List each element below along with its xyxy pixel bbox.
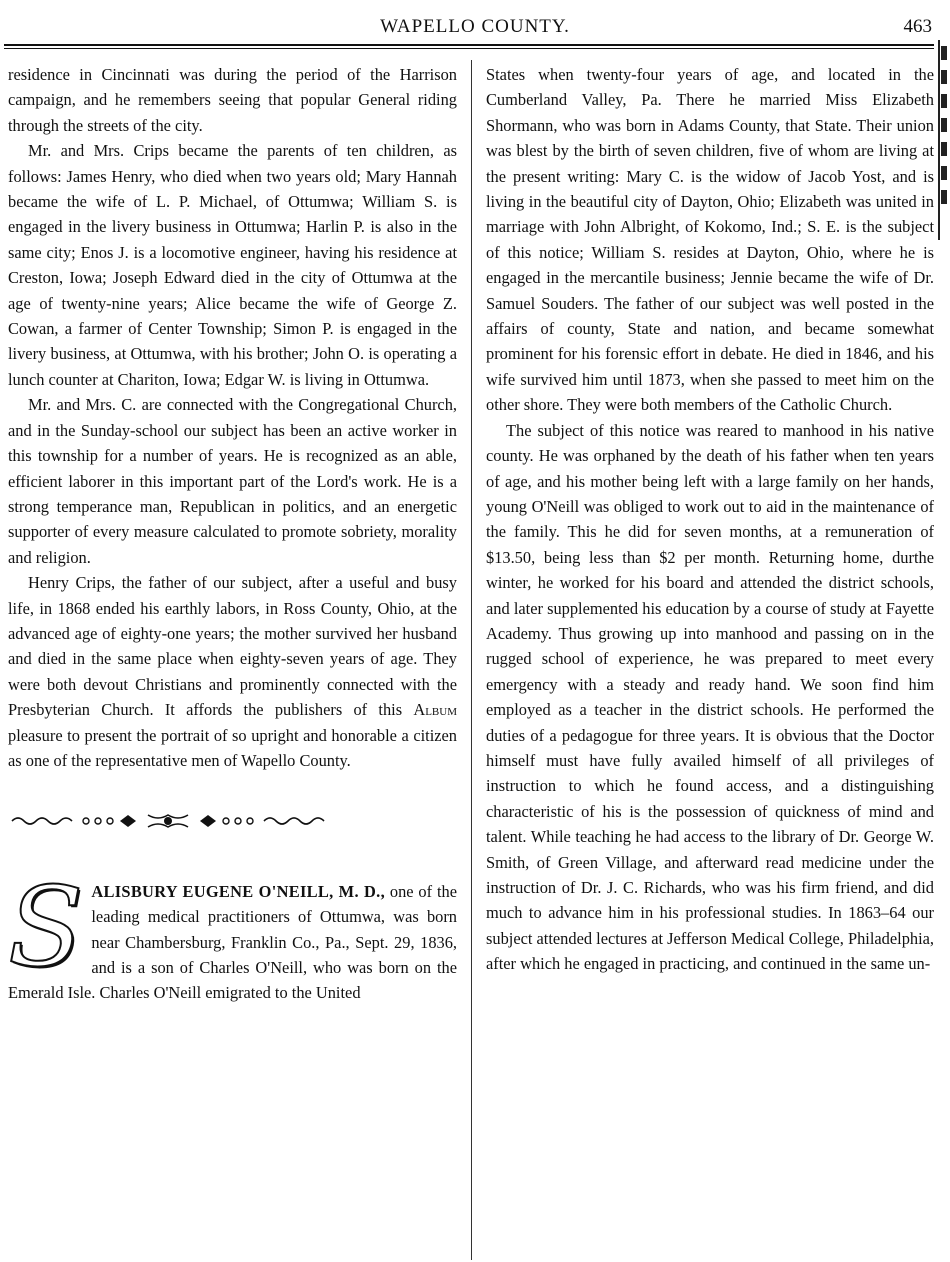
header-rule: [4, 44, 934, 49]
paragraph: Mr. and Mrs. Crips became the parents of ten children, as follows: James Henry, who died when two years old; Mary Hannah became the wife of L. P. Michael, of Ottumwa; William S. is engaged in the livery business in Ottumwa; Harlin P. is also in the same city; Enos J. is a locomotive engineer, having his residence at Creston, Iowa; Joseph Edward died in the city of Ottumwa at the age of twenty-nine years; Alice became the wife of George Z. Cowan, a farmer of Center Township; Simon P. is engaged in the livery business, at Ottumwa, with his brother; John O. is operating a lunch counter at Chariton, Iowa; Edgar W. is living in Ottumwa.: [8, 141, 457, 389]
drop-cap: S: [8, 862, 84, 991]
paragraph: [8, 570, 457, 773]
paragraph-text: pleasure to present the portrait of so upright and honorable a citizen as one of the representative men of Wapello County.: [8, 725, 457, 770]
article-opening: [8, 862, 457, 1006]
paragraph-text: Henry Crips, the father of our subject, after a useful and busy life, in 1868 ended his earthly labors, in Ross County, Ohio, at the advanced age of eighty-one years; the mother survived her husband and died in the same place when eighty-seven years of age. They were both devout Christians and prominently connected with the Presbyterian Church. It affords the publishers of this: [8, 573, 457, 720]
column-divider: [471, 60, 472, 1260]
album-word: Album: [413, 700, 457, 720]
paragraph: residence in Cincinnati was during the period of the Harrison campaign, and he remembers seeing that popular General riding through the streets of the city.: [8, 65, 457, 135]
page-number: 463: [903, 16, 932, 37]
paragraph: The subject of this notice was reared to manhood in his native county. He was orphaned by the death of his father when ten years of age, and his mother being left with a large family on her hands, young O'Neill was obliged to work out to aid in the maintenance of the family. This he did for seven months, at a remuneration of $13.50, being less than $2 per month. Returning home, durthe winter, he worked for his board and attended the district schools, and later supplemented his education by a course of study at Fayette Academy. Thus growing up into manhood and passing on in the rugged school of experience, he was prepared to meet every emergency with a steady and ready hand. We soon find him employed as a teacher in the district schools. He performed the duties of a pedagogue for three years. It is obvious that the Doctor himself must have fully availed himself of all privileges of instruction to which he found access, and a distinguishing characteristic of his is the possession of quickness of mind and talent. While teaching he had access to the library of Dr. George W. Smith, of Green Village, and afterward read medicine under the instruction of Dr. J. C. Richards, who was his firm friend, and did much to advance him in his professional studies. In 1863–64 our subject attended lectures at Jefferson Medical College, Philadelphia, after which he engaged in practicing, and continued in the same un-: [486, 420, 935, 974]
ornament-divider: [8, 811, 328, 831]
paragraph-text: one of the leading medical practitioners of Ottumwa, was born near Chambersburg, Franklin Co., Pa., Sept. 29, 1836, and is a son of Charles O'Neill, who was born on the Emerald Isle. Charles O'Neill emigrated to the United: [8, 881, 457, 1003]
page-edge-marks: [938, 40, 948, 240]
left-column: [8, 62, 457, 1006]
page-header: [0, 12, 950, 44]
article-lead: ALISBURY EUGENE O'NEILL, M. D.,: [91, 881, 385, 901]
paragraph: States when twenty-four years of age, and located in the Cumberland Valley, Pa. There he married Miss Elizabeth Shormann, who was born in Adams County, that State. Their union was blest by the birth of seven children, five of whom are living at the present writing: Mary C. is the widow of Jacob Yost, and is living in the beautiful city of Dayton, Ohio; Elizabeth was united in marriage with John Albright, of Kokomo, Ind.; S. E. is the subject of this notice; William S. resides at Dayton, Ohio, where he is engaged in the mercantile business; Jennie became the wife of Dr. Samuel Souders. The father of our subject was well posted in the affairs of county, State and nation, and became somewhat prominent for his forensic effort in debate. He died in 1846, and his wife survived him until 1873, when she passed to meet him on the other shore. They were both members of the Catholic Church.: [486, 65, 934, 415]
paragraph: Mr. and Mrs. C. are connected with the Congregational Church, and in the Sunday-school our subject has been an active worker in this township for a number of years. He is recognized as an able, efficient laborer in this important part of the Lord's work. He is a strong temperance man, Republican in politics, and an energetic supporter of every measure calculated to promote sobriety, morality and religion.: [8, 395, 457, 567]
right-column: [486, 62, 934, 977]
running-title: WAPELLO COUNTY.: [380, 16, 570, 37]
